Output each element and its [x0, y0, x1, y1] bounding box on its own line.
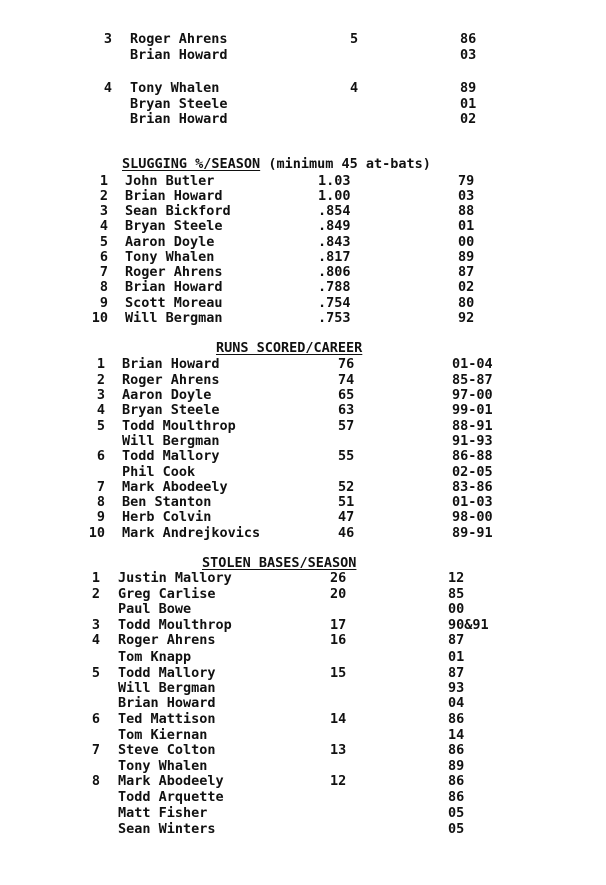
year-cell: 89	[460, 80, 477, 96]
stat-value-cell: .754	[318, 295, 351, 311]
table-row	[0, 249, 606, 265]
table-row	[0, 742, 606, 758]
table-row	[0, 402, 606, 418]
year-cell: 88	[458, 203, 475, 219]
stolen-title: STOLEN BASES/SEASON	[202, 555, 357, 571]
player-name-cell: Ben Stanton	[122, 494, 212, 510]
stat-value-cell: 16	[330, 632, 347, 648]
stat-value-cell: 20	[330, 586, 347, 602]
stat-value-cell: 14	[330, 711, 347, 727]
year-cell: 83-86	[452, 479, 493, 495]
rank-cell: 3	[103, 31, 112, 47]
player-name-cell: Brian Howard	[125, 279, 223, 295]
table-row	[0, 494, 606, 510]
year-cell: 89-91	[452, 525, 493, 541]
stat-value-cell: .843	[318, 234, 351, 250]
year-cell: 92	[458, 310, 475, 326]
year-cell: 85	[448, 586, 465, 602]
table-row	[0, 479, 606, 495]
player-name-cell: Brian Howard	[125, 188, 223, 204]
rank-cell: 2	[99, 188, 108, 204]
player-name-cell: Brian Howard	[130, 47, 228, 63]
rank-cell: 2	[96, 372, 105, 388]
stat-value-cell: 51	[338, 494, 355, 510]
stat-value-cell: 1.00	[318, 188, 351, 204]
player-name-cell: Greg Carlise	[118, 586, 216, 602]
runs-heading	[216, 340, 362, 356]
player-name-cell: Tom Kiernan	[118, 727, 208, 743]
rank-cell: 7	[91, 742, 100, 758]
table-row	[0, 372, 606, 388]
rank-cell: 3	[91, 617, 100, 633]
year-cell: 97-00	[452, 387, 493, 403]
table-row	[0, 433, 606, 449]
player-name-cell: Aaron Doyle	[125, 234, 215, 250]
year-cell: 87	[448, 632, 465, 648]
player-name-cell: Tony Whalen	[130, 80, 220, 96]
year-cell: 88-91	[452, 418, 493, 434]
player-name-cell: Will Bergman	[122, 433, 220, 449]
table-row	[0, 111, 606, 127]
year-cell: 89	[458, 249, 475, 265]
stat-value-cell: 47	[338, 509, 355, 525]
year-cell: 87	[448, 665, 465, 681]
player-name-cell: Mark Abodeely	[118, 773, 224, 789]
player-name-cell: Roger Ahrens	[122, 372, 220, 388]
rank-cell: 7	[99, 264, 108, 280]
year-cell: 86	[448, 773, 465, 789]
player-name-cell: John Butler	[125, 173, 215, 189]
year-cell: 99-01	[452, 402, 493, 418]
player-name-cell: Roger Ahrens	[130, 31, 228, 47]
table-row	[0, 47, 606, 63]
table-row	[0, 418, 606, 434]
table-row	[0, 96, 606, 112]
rank-cell: 8	[91, 773, 100, 789]
table-row	[0, 509, 606, 525]
year-cell: 00	[448, 601, 465, 617]
player-name-cell: Tony Whalen	[125, 249, 215, 265]
rank-cell: 9	[96, 509, 105, 525]
table-row	[0, 570, 606, 586]
table-row	[0, 188, 606, 204]
rank-cell: 1	[91, 570, 100, 586]
slugging-subtitle: (minimum 45 at-bats)	[268, 156, 431, 172]
table-row	[0, 758, 606, 774]
table-row	[0, 727, 606, 743]
player-name-cell: Todd Moulthrop	[118, 617, 232, 633]
table-row	[0, 80, 606, 96]
table-row	[0, 789, 606, 805]
rank-cell: 8	[96, 494, 105, 510]
year-cell: 01-03	[452, 494, 493, 510]
player-name-cell: Tony Whalen	[118, 758, 208, 774]
year-cell: 05	[448, 821, 465, 837]
slugging-heading	[122, 156, 431, 172]
year-cell: 86-88	[452, 448, 493, 464]
player-name-cell: Brian Howard	[118, 695, 216, 711]
player-name-cell: Will Bergman	[125, 310, 223, 326]
rank-cell: 7	[96, 479, 105, 495]
player-name-cell: Scott Moreau	[125, 295, 223, 311]
table-row	[0, 203, 606, 219]
stat-value-cell: 26	[330, 570, 347, 586]
player-name-cell: Paul Bowe	[118, 601, 192, 617]
table-row	[0, 264, 606, 280]
rank-cell: 9	[99, 295, 108, 311]
stat-value-cell: 52	[338, 479, 355, 495]
slugging-title: SLUGGING %/SEASON	[122, 156, 261, 172]
player-name-cell: Ted Mattison	[118, 711, 216, 727]
table-row	[0, 448, 606, 464]
player-name-cell: Mark Abodeely	[122, 479, 228, 495]
rank-cell: 5	[99, 234, 108, 250]
rank-cell: 3	[96, 387, 105, 403]
year-cell: 02	[460, 111, 477, 127]
rank-cell: 3	[99, 203, 108, 219]
table-row	[0, 310, 606, 326]
stat-value-cell: 5	[350, 31, 359, 47]
table-row	[0, 601, 606, 617]
stat-value-cell: .806	[318, 264, 351, 280]
player-name-cell: Roger Ahrens	[125, 264, 223, 280]
table-row	[0, 711, 606, 727]
year-cell: 05	[448, 805, 465, 821]
table-row	[0, 356, 606, 372]
year-cell: 01	[448, 649, 465, 665]
year-cell: 12	[448, 570, 465, 586]
runs-title: RUNS SCORED/CAREER	[216, 340, 363, 356]
table-row	[0, 234, 606, 250]
year-cell: 04	[448, 695, 465, 711]
player-name-cell: Bryan Steele	[122, 402, 220, 418]
year-cell: 14	[448, 727, 465, 743]
player-name-cell: Todd Mallory	[122, 448, 220, 464]
player-name-cell: Tom Knapp	[118, 649, 192, 665]
rank-cell: 5	[96, 418, 105, 434]
player-name-cell: Brian Howard	[122, 356, 220, 372]
player-name-cell: Bryan Steele	[130, 96, 228, 112]
table-row	[0, 773, 606, 789]
rank-cell: 6	[99, 249, 108, 265]
stat-value-cell: 4	[350, 80, 359, 96]
year-cell: 80	[458, 295, 475, 311]
rank-cell: 1	[99, 173, 108, 189]
rank-cell: 6	[91, 711, 100, 727]
rank-cell: 10	[88, 525, 105, 541]
rank-cell: 4	[96, 402, 105, 418]
rank-cell: 4	[91, 632, 100, 648]
year-cell: 86	[460, 31, 477, 47]
stat-value-cell: 74	[338, 372, 355, 388]
table-row	[0, 617, 606, 633]
year-cell: 86	[448, 742, 465, 758]
year-cell: 02	[458, 279, 475, 295]
table-row	[0, 173, 606, 189]
table-row	[0, 649, 606, 665]
stat-value-cell: .753	[318, 310, 351, 326]
year-cell: 85-87	[452, 372, 493, 388]
table-row	[0, 680, 606, 696]
stolen-heading	[202, 555, 356, 571]
year-cell: 01	[458, 218, 475, 234]
year-cell: 98-00	[452, 509, 493, 525]
player-name-cell: Todd Arquette	[118, 789, 224, 805]
table-row	[0, 464, 606, 480]
player-name-cell: Brian Howard	[130, 111, 228, 127]
table-row	[0, 632, 606, 648]
player-name-cell: Aaron Doyle	[122, 387, 212, 403]
player-name-cell: Steve Colton	[118, 742, 216, 758]
year-cell: 03	[460, 47, 477, 63]
year-cell: 87	[458, 264, 475, 280]
player-name-cell: Mark Andrejkovics	[122, 525, 261, 541]
player-name-cell: Justin Mallory	[118, 570, 232, 586]
table-row	[0, 525, 606, 541]
player-name-cell: Matt Fisher	[118, 805, 208, 821]
stat-value-cell: 55	[338, 448, 355, 464]
year-cell: 79	[458, 173, 475, 189]
year-cell: 90&91	[448, 617, 489, 633]
player-name-cell: Will Bergman	[118, 680, 216, 696]
table-row	[0, 821, 606, 837]
year-cell: 03	[458, 188, 475, 204]
stat-value-cell: .854	[318, 203, 351, 219]
stat-value-cell: 13	[330, 742, 347, 758]
year-cell: 02-05	[452, 464, 493, 480]
player-name-cell: Todd Mallory	[118, 665, 216, 681]
table-row	[0, 31, 606, 47]
rank-cell: 4	[103, 80, 112, 96]
table-row	[0, 279, 606, 295]
stat-value-cell: 1.03	[318, 173, 351, 189]
stat-value-cell: .817	[318, 249, 351, 265]
table-row	[0, 218, 606, 234]
rank-cell: 4	[99, 218, 108, 234]
rank-cell: 5	[91, 665, 100, 681]
year-cell: 00	[458, 234, 475, 250]
rank-cell: 1	[96, 356, 105, 372]
player-name-cell: Herb Colvin	[122, 509, 212, 525]
player-name-cell: Bryan Steele	[125, 218, 223, 234]
stat-value-cell: 76	[338, 356, 355, 372]
stat-value-cell: 12	[330, 773, 347, 789]
year-cell: 01	[460, 96, 477, 112]
stat-value-cell: .849	[318, 218, 351, 234]
player-name-cell: Roger Ahrens	[118, 632, 216, 648]
year-cell: 91-93	[452, 433, 493, 449]
year-cell: 93	[448, 680, 465, 696]
table-row	[0, 695, 606, 711]
stat-value-cell: 46	[338, 525, 355, 541]
stat-value-cell: 63	[338, 402, 355, 418]
player-name-cell: Sean Winters	[118, 821, 216, 837]
stat-value-cell: 17	[330, 617, 347, 633]
year-cell: 89	[448, 758, 465, 774]
stat-value-cell: 15	[330, 665, 347, 681]
stat-value-cell: .788	[318, 279, 351, 295]
rank-cell: 6	[96, 448, 105, 464]
stat-value-cell: 65	[338, 387, 355, 403]
rank-cell: 2	[91, 586, 100, 602]
table-row	[0, 805, 606, 821]
player-name-cell: Sean Bickford	[125, 203, 231, 219]
stat-value-cell: 57	[338, 418, 355, 434]
player-name-cell: Phil Cook	[122, 464, 196, 480]
year-cell: 86	[448, 789, 465, 805]
table-row	[0, 586, 606, 602]
table-row	[0, 665, 606, 681]
table-row	[0, 295, 606, 311]
rank-cell: 10	[91, 310, 108, 326]
year-cell: 86	[448, 711, 465, 727]
player-name-cell: Todd Moulthrop	[122, 418, 236, 434]
year-cell: 01-04	[452, 356, 493, 372]
table-row	[0, 387, 606, 403]
rank-cell: 8	[99, 279, 108, 295]
